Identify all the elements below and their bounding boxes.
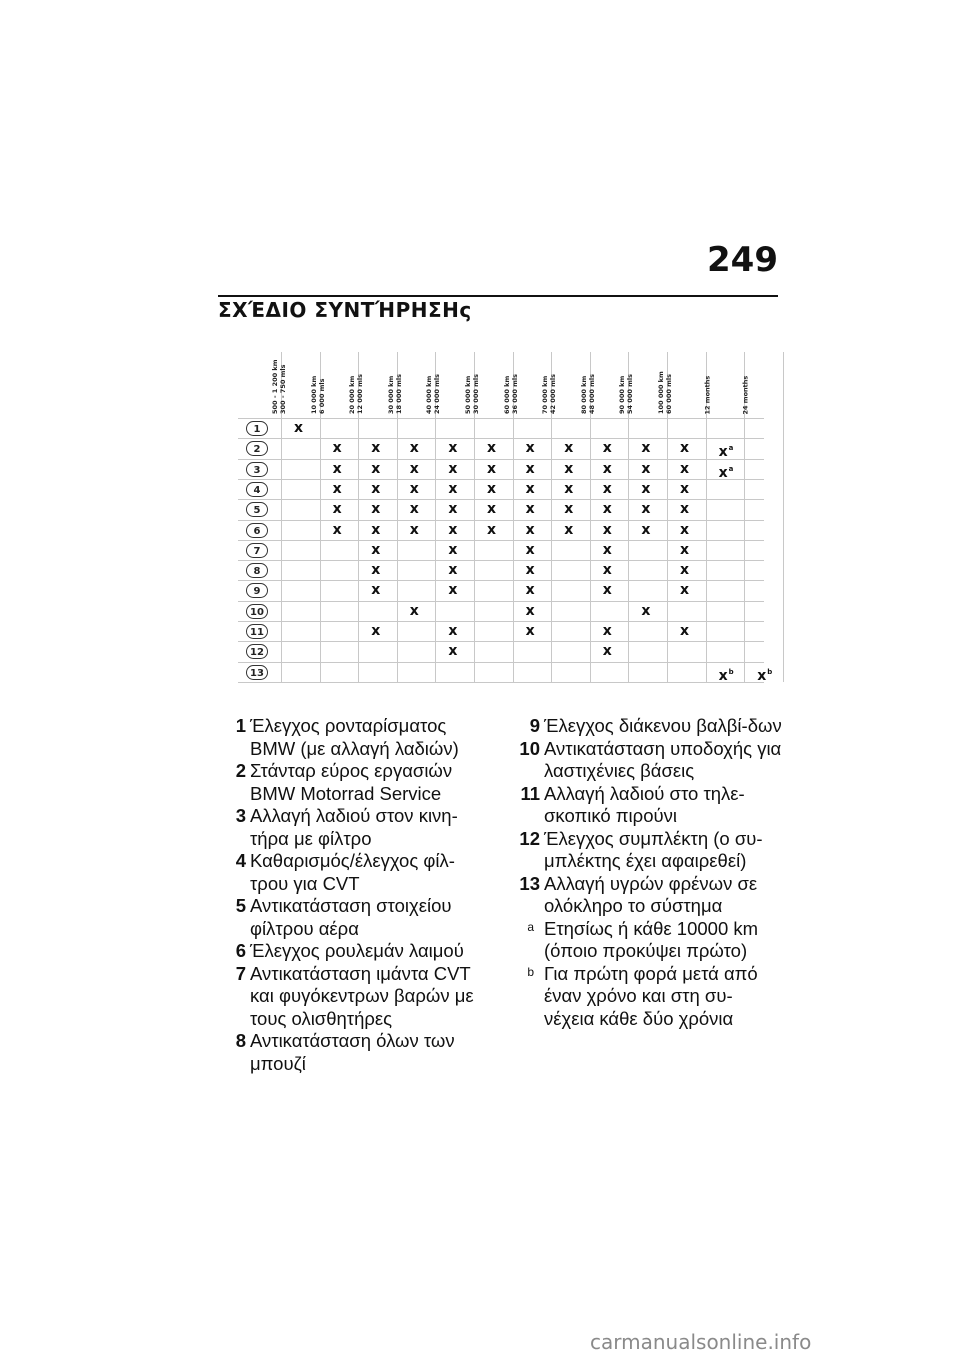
schedule-mark: x: [564, 501, 574, 518]
schedule-mark: x: [602, 562, 612, 579]
column-header-label: 40 000 km 24 000 mls: [425, 373, 441, 414]
legend-number: 2: [235, 760, 246, 781]
legend-number: 7: [235, 962, 246, 984]
legend-text: Αντικατάσταση στοιχείου φίλτρου αέρα: [250, 895, 452, 939]
grid-hline: [238, 499, 764, 500]
schedule-mark: $x^b$: [757, 667, 773, 684]
schedule-mark: x: [680, 582, 690, 599]
schedule-mark: x: [602, 582, 612, 599]
legend-item: [218, 805, 486, 850]
legend-item: [218, 940, 486, 963]
grid-hline: [238, 560, 764, 561]
legend-number: 8: [235, 1030, 246, 1051]
schedule-mark: x: [448, 521, 458, 538]
schedule-mark: x: [371, 582, 381, 599]
row-number-badge: 11: [246, 624, 268, 639]
schedule-mark: $x^b$: [718, 667, 734, 684]
footnote-marker: a: [728, 444, 734, 453]
schedule-mark: x: [525, 623, 535, 639]
row-number-badge: 4: [246, 482, 268, 497]
legend-item: [218, 963, 486, 1031]
column-header: [741, 352, 784, 418]
footnote-letter: b: [527, 964, 534, 979]
legend-item: [512, 828, 782, 873]
schedule-mark: x: [641, 460, 651, 477]
schedule-mark: x: [371, 541, 381, 558]
schedule-mark: x: [371, 521, 381, 538]
schedule-mark: x: [332, 480, 342, 497]
grid-hline: [238, 459, 764, 460]
legend-number: 5: [235, 895, 246, 916]
schedule-mark: x: [680, 541, 690, 558]
legend-item: [512, 918, 782, 963]
row-number-badge: 3: [246, 462, 268, 477]
schedule-mark: x: [641, 480, 651, 497]
legend-number: 4: [235, 850, 246, 871]
row-number-badge: 6: [246, 523, 268, 538]
grid-hline: [238, 621, 764, 622]
schedule-mark: x: [448, 582, 458, 599]
schedule-mark: x: [602, 501, 612, 518]
schedule-mark: x: [525, 440, 535, 457]
column-header-label: 70 000 km 42 000 mls: [541, 373, 557, 414]
schedule-mark: x: [487, 460, 497, 477]
schedule-mark: x: [371, 501, 381, 518]
row-number-badge: 9: [246, 583, 268, 598]
column-header: [703, 352, 746, 418]
schedule-mark: x: [371, 480, 381, 497]
grid-hline: [238, 662, 764, 663]
row-number-badge: 1: [246, 421, 268, 436]
legend-item: [218, 715, 486, 760]
column-header-label: 10 000 km 6 000 mls: [309, 375, 326, 414]
legend-item: [218, 760, 486, 805]
title-rule: [218, 295, 778, 297]
column-header-label: 50 000 km 30 000 mls: [464, 373, 480, 414]
footnote-marker: b: [728, 667, 734, 676]
row-number-badge: 8: [246, 563, 268, 578]
schedule-mark: x: [409, 501, 419, 518]
row-number-badge: 12: [246, 644, 268, 659]
grid-hline: [238, 438, 764, 439]
legend-text: Έλεγχος συμπλέκτη (ο συ-μπλέκτης έχει αφαιρεθεί): [544, 827, 763, 871]
schedule-mark: $x^a$: [718, 464, 734, 481]
legend-text: Ετησίως ή κάθε 10000 km (όποιο προκύψει πρώτο): [544, 917, 759, 961]
column-header-label: 500 - 1 200 km 300 - 750 mls: [271, 359, 287, 414]
schedule-mark: x: [641, 501, 651, 518]
grid-hline: [238, 418, 764, 419]
schedule-mark: x: [564, 440, 574, 457]
legend-number: 12: [519, 827, 540, 849]
schedule-mark: x: [680, 623, 690, 639]
schedule-mark: x: [641, 521, 651, 538]
column-header-label: 24 months: [741, 375, 750, 414]
schedule-mark: x: [602, 623, 612, 639]
row-number-badge: 5: [246, 502, 268, 517]
watermark: carmanualsonline.info: [590, 1330, 812, 1354]
legend-text: Στάνταρ εύρος εργασιών BMW Motorrad Service: [250, 760, 453, 804]
schedule-mark: x: [680, 521, 690, 538]
schedule-mark: x: [487, 440, 497, 457]
legend-text: Για πρώτη φορά μετά από έναν χρόνο και στη συ-νέχεια κάθε δύο χρόνια: [544, 962, 758, 1029]
legend-item: [218, 895, 486, 940]
row-number-badge: 13: [246, 665, 268, 680]
legend-text: Αντικατάσταση ιμάντα CVT και φυγόκεντρων βαρών με τους ολισθητήρες: [250, 962, 474, 1029]
schedule-mark: x: [448, 501, 458, 518]
footnote-marker: b: [767, 667, 773, 676]
legend-number: 13: [519, 872, 540, 894]
schedule-mark: x: [564, 480, 574, 497]
grid-hline: [238, 580, 764, 581]
legend-text: Αλλαγή υγρών φρένων σε ολόκληρο το σύστημα: [544, 872, 758, 916]
schedule-mark: x: [448, 480, 458, 497]
column-header-label: 100 000 km 60 000 mls: [657, 371, 673, 414]
legend-item: [512, 783, 782, 828]
schedule-mark: x: [602, 460, 612, 477]
schedule-mark: x: [564, 521, 574, 538]
schedule-mark: x: [448, 460, 458, 477]
schedule-mark: x: [525, 541, 535, 558]
legend-text: Αντικατάσταση υποδοχής για λαστιχένιες βάσεις: [544, 737, 782, 781]
row-number-badge: 10: [246, 604, 268, 619]
schedule-mark: x: [680, 562, 690, 579]
grid-hline: [238, 601, 764, 602]
column-header: [657, 352, 707, 418]
schedule-mark: x: [602, 480, 612, 497]
legend-left-column: [218, 715, 486, 1075]
column-header-label: 20 000 km 12 000 mls: [348, 373, 364, 414]
schedule-mark: x: [371, 623, 381, 639]
legend-item: [218, 850, 486, 895]
schedule-mark: x: [371, 440, 381, 457]
legend-text: Αντικατάσταση όλων των μπουζί: [250, 1030, 455, 1074]
footnote-marker: a: [728, 464, 734, 473]
footnote-letter: a: [527, 919, 534, 934]
schedule-mark: x: [680, 501, 690, 518]
section-title: ΣΧΈΔΙΟ ΣΥΝΤΉΡΗΣΗς: [218, 298, 472, 322]
column-header-label: 90 000 km 54 000 mls: [618, 373, 634, 414]
page-number: 249: [707, 240, 778, 280]
legend-item: [512, 738, 782, 783]
schedule-mark: x: [525, 582, 535, 599]
legend-number: 3: [235, 805, 246, 826]
legend-text: Αλλαγή λαδιού στο τηλε-σκοπικό πιρούνι: [544, 782, 745, 826]
schedule-mark: x: [680, 480, 690, 497]
column-header-label: 12 months: [703, 375, 712, 414]
schedule-mark: x: [602, 643, 612, 660]
schedule-mark: x: [525, 501, 535, 518]
schedule-mark: x: [487, 480, 497, 497]
legend-text: Καθαρισμός/έλεγχος φίλ-τρου για CVT: [250, 850, 455, 894]
schedule-mark: x: [371, 460, 381, 477]
grid-hline: [238, 641, 764, 642]
schedule-mark: x: [409, 602, 419, 619]
schedule-mark: x: [332, 501, 342, 518]
schedule-mark: x: [371, 562, 381, 579]
schedule-mark: x: [641, 440, 651, 457]
legend-item: [218, 1030, 486, 1075]
column-header-label: 60 000 km 36 000 mls: [502, 373, 519, 414]
grid-hline: [238, 479, 764, 480]
grid-hline: [238, 540, 764, 541]
legend-item: [512, 963, 782, 1031]
schedule-mark: x: [602, 440, 612, 457]
schedule-mark: x: [332, 460, 342, 477]
legend-number: 6: [235, 940, 246, 961]
schedule-mark: x: [294, 420, 304, 436]
legend-number: 11: [520, 782, 540, 804]
legend-item: [512, 873, 782, 918]
legend-number: 9: [529, 715, 540, 736]
legend-number: 1: [235, 715, 246, 736]
schedule-mark: x: [448, 541, 458, 558]
schedule-mark: x: [448, 643, 458, 660]
schedule-mark: x: [525, 460, 535, 477]
schedule-mark: x: [680, 460, 690, 477]
schedule-mark: x: [525, 480, 535, 497]
legend-text: Έλεγχος διάκενου βαλβί-δων: [544, 715, 782, 736]
schedule-mark: $x^a$: [718, 444, 734, 461]
grid-hline: [238, 682, 764, 683]
schedule-mark: x: [332, 521, 342, 538]
schedule-mark: x: [409, 480, 419, 497]
legend-text: Έλεγχος ρουλεμάν λαιμού: [250, 940, 464, 961]
maintenance-schedule-table: [238, 352, 773, 685]
row-number-badge: 2: [246, 441, 268, 456]
schedule-mark: x: [332, 440, 342, 457]
schedule-mark: x: [602, 521, 612, 538]
legend-number: 10: [519, 737, 540, 759]
schedule-mark: x: [487, 501, 497, 518]
legend-text: Αλλαγή λαδιού στον κινη-τήρα με φίλτρο: [250, 805, 458, 849]
schedule-mark: x: [448, 623, 458, 639]
schedule-mark: x: [448, 440, 458, 457]
schedule-mark: x: [525, 521, 535, 538]
schedule-mark: x: [564, 460, 574, 477]
grid-hline: [238, 520, 764, 521]
schedule-mark: x: [409, 460, 419, 477]
schedule-mark: x: [525, 602, 535, 619]
column-header-label: 80 000 km 48 000 mls: [579, 373, 596, 414]
schedule-mark: x: [448, 562, 458, 579]
schedule-mark: x: [602, 541, 612, 558]
schedule-mark: x: [525, 562, 535, 579]
legend-text: Έλεγχος ρονταρίσματος BMW (με αλλαγή λαδιών): [250, 715, 459, 759]
row-number-badge: 7: [246, 543, 268, 558]
legend-right-column: [512, 715, 782, 1030]
schedule-mark: x: [409, 521, 419, 538]
schedule-mark: x: [641, 602, 651, 619]
schedule-mark: x: [487, 521, 497, 538]
schedule-mark: x: [680, 440, 690, 457]
legend-item: [512, 715, 782, 738]
schedule-mark: x: [409, 440, 419, 457]
column-header-label: 30 000 km 18 000 mls: [386, 373, 403, 414]
